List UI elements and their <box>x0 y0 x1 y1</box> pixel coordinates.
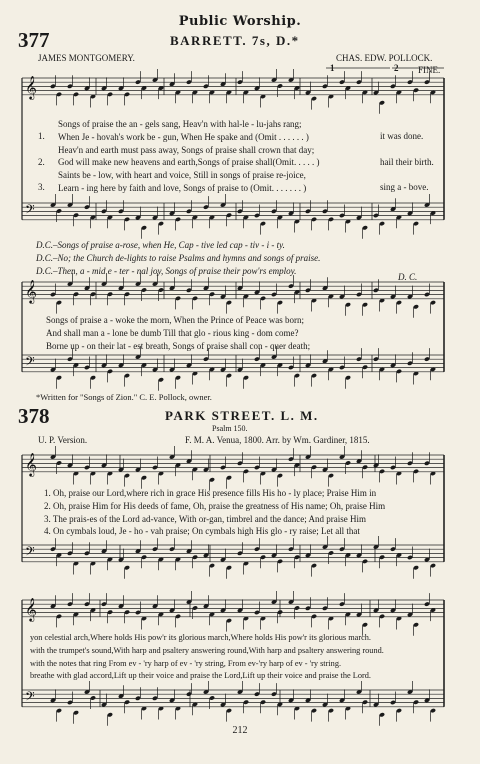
fine-mark: FINE. <box>418 65 441 75</box>
lyric-line: 2. Oh, praise Him for His deeds of fame, Oh, praise the greatness of His name; Oh, praise Him <box>44 500 386 511</box>
lyric-line: Learn - ing here by faith and love, Songs of praise to (Omit. . . . . . . ) <box>58 182 307 193</box>
section-header: Public Worship. <box>178 14 302 29</box>
bass-clef: 𝄢 <box>25 354 35 372</box>
words-credit: JAMES MONTGOMERY. <box>38 53 135 63</box>
lyric-line: 3. The prais-es of the Lord ad-vance, With or-gan, timbrel and the dance; And praise Him <box>44 513 367 524</box>
lyric-line: 1. Oh, praise our Lord,where rich in grace His presence fills His ho - ly place; Praise Him in <box>44 488 377 498</box>
lyric-line: with the notes that ring From ev - 'ry harp of ev - 'ry string, From ev-'ry harp of ev - 'ry string. <box>30 658 342 668</box>
bass-clef: 𝄢 <box>25 544 35 562</box>
line-ending: it was done. <box>380 131 424 141</box>
hymn-number: 377 <box>18 28 50 52</box>
first-ending-mark: 1 <box>330 63 335 73</box>
lyric-line: Songs of praise a - woke the morn, When the Prince of Peace was born; <box>46 315 305 325</box>
dc-line: D.C.–Then, a - mid e - ter - nal joy, Songs of praise their pow'rs employ. <box>36 265 297 276</box>
lyric-line: Saints be - low, with heart and voice, Still in songs of praise re-joice, <box>58 170 306 181</box>
lyric-line: yon celestial arch,Where holds His pow'r its glorious march,Where holds His pow'r its glorious march. <box>30 633 372 642</box>
line-ending: hail their birth. <box>380 156 434 167</box>
lyric-line: with the trumpet's sound,With harp and psaltery answering round,With harp and psaltery answering round. <box>30 645 384 655</box>
footnote: *Written for "Songs of Zion." C. E. Pollock, owner. <box>36 392 212 402</box>
treble-clef: 𝄞 <box>25 452 37 476</box>
treble-clef: 𝄞 <box>25 279 37 303</box>
lyric-line: 4. On cymbals loud, Je - ho - vah praise; On cymbals high His glo - ry raise; Let all that <box>44 526 360 537</box>
bass-clef: 𝄢 <box>25 689 35 707</box>
music-credit: F. M. A. Venua, 1800. Arr. by Wm. Gardiner, 1815. <box>185 435 370 445</box>
bass-clef: 𝄢 <box>25 202 35 220</box>
page-number: 212 <box>232 725 248 736</box>
music-credit: CHAS. EDW. POLLOCK. <box>336 53 433 63</box>
lyric-line: Borne up - on their lat - est breath, Songs of praise shall con - quer death; <box>46 340 311 351</box>
treble-clef: 𝄞 <box>25 75 37 99</box>
second-ending-mark: 2 <box>394 63 399 73</box>
verse-label: 2. <box>38 156 45 167</box>
tune-name: BARRETT. 7s, D.* <box>170 33 300 48</box>
lyric-line: Songs of praise the an - gels sang, Heav'n with hal-le - lu-jahs rang; <box>58 119 302 129</box>
lyric-line: Heav'n and earth must pass away, Songs of praise shall crown that day; <box>58 144 315 155</box>
lyric-line: And shall man a - lone be dumb Till that glo - rious king - dom come? <box>46 327 299 338</box>
version-credit: U. P. Version. <box>38 435 88 445</box>
line-ending: sing a - bove. <box>380 182 429 193</box>
verse-label: 1. <box>38 131 45 141</box>
psalm-reference: Psalm 150. <box>212 424 248 433</box>
dc-line: D.C.–Songs of praise a-rose, when He, Cap - tive led cap - tiv - i - ty. <box>36 240 285 250</box>
lyric-line: breathe with glad accord,Lift up their voice and praise the Lord,Lift up their voice and praise the Lord. <box>30 671 371 681</box>
dc-line: D.C.–No; the Church de-lights to raise Psalms and hymns and songs of praise. <box>36 252 321 263</box>
treble-clef: 𝄞 <box>25 597 37 621</box>
tune-name: PARK STREET. L. M. <box>165 408 319 423</box>
da-capo-mark: D. C. <box>398 272 418 282</box>
lyric-line: God will make new heavens and earth,Songs of praise shall(Omit. . . . . ) <box>58 157 320 168</box>
hymn-number: 378 <box>18 404 50 428</box>
lyric-line: When Je - hovah's work be - gun, When He spake and (Omit . . . . . . ) <box>58 131 309 142</box>
verse-label: 3. <box>38 182 45 193</box>
